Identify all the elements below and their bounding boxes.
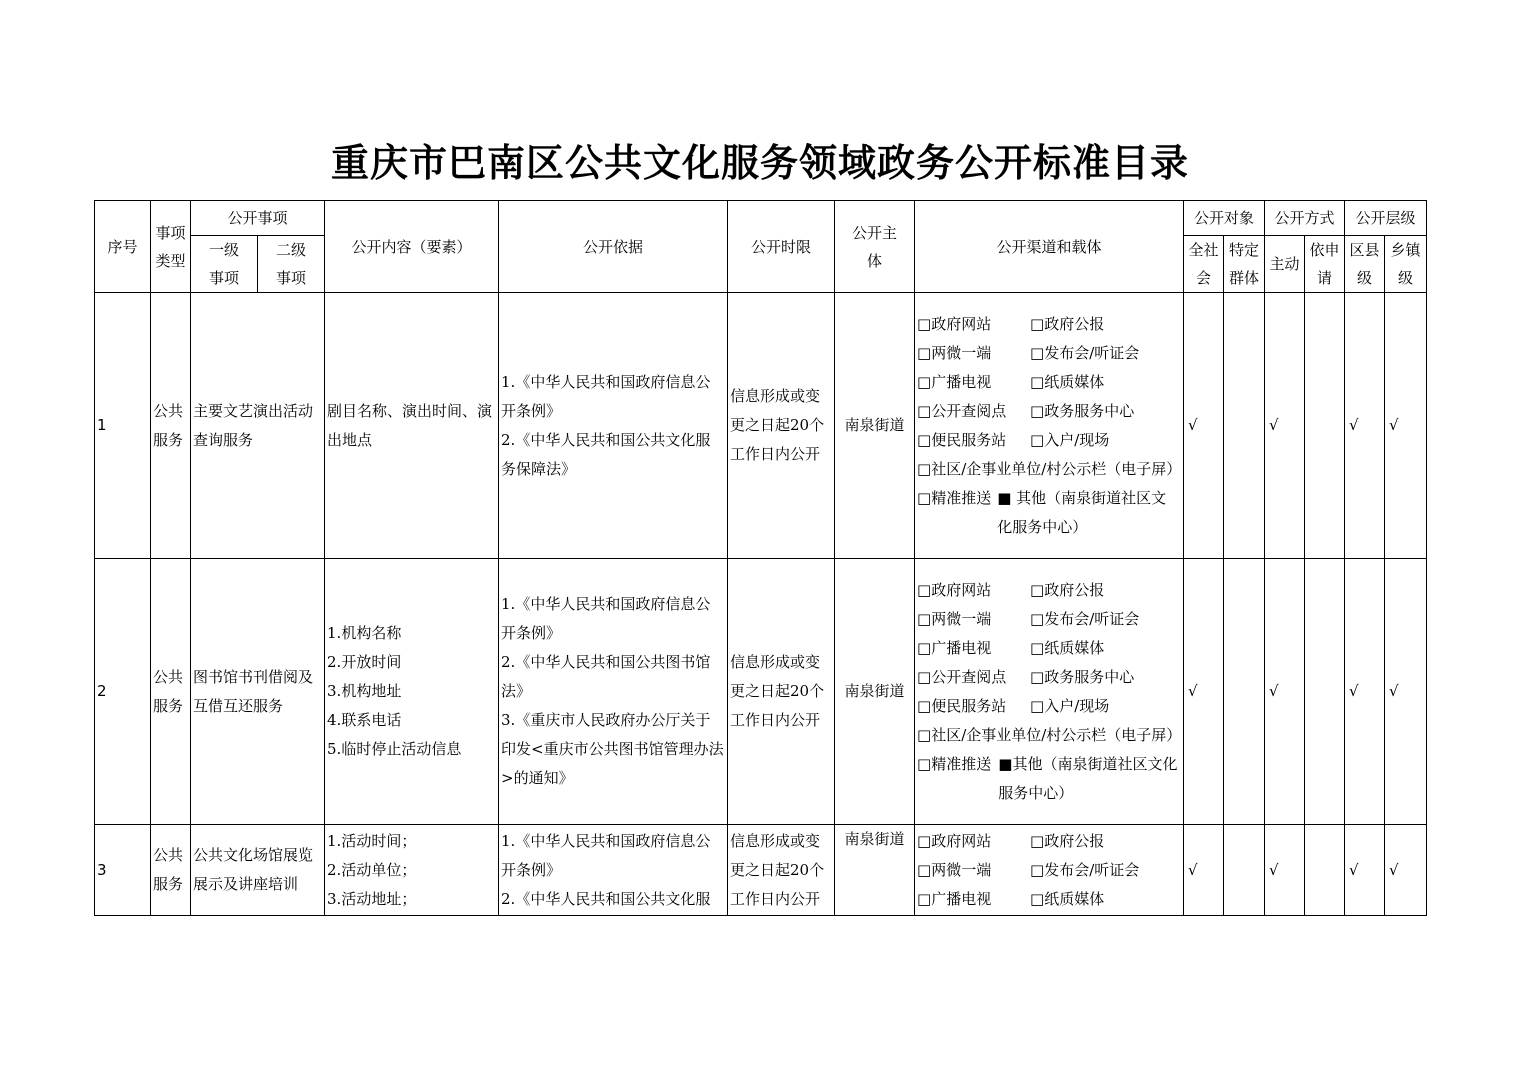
cell-seq: 3 [95,825,151,916]
header-time-limit: 公开时限 [728,201,835,293]
basis-item: 1.《中华人民共和国政府信息公开条例》 [501,372,711,420]
channel-option: □广播电视 [917,372,992,391]
channel-option: □政务服务中心 [1030,401,1135,420]
header-public-items: 公开事项 [191,201,325,236]
channel-option: □广播电视 [917,638,992,657]
channel-line [917,885,1181,914]
channel-option: □发布会/听证会 [1030,609,1140,628]
cell-subject: 南泉街道 [835,825,915,916]
channel-line [917,827,1181,856]
channel-option: □入户/现场 [1030,430,1110,449]
channel-option: □纸质媒体 [1030,889,1105,908]
channel-option: □政府网站 [917,314,992,333]
cell-county-mark: √ [1345,293,1385,559]
channel-line [917,721,1181,750]
content-item: 3.机构地址 [327,682,402,700]
header-method-active: 主动 [1265,236,1305,293]
header-content: 公开内容（要素） [325,201,499,293]
page-title: 重庆市巴南区公共文化服务领域政务公开标准目录 [330,140,1189,185]
channel-option: □政府网站 [917,831,992,850]
channel-line [917,310,1181,339]
content-item: 4.联系电话 [327,711,402,729]
cell-time-limit: 信息形成或变更之日起20个工作日内公开 [728,293,835,559]
catalog-table [94,200,1427,916]
channel-option: □公开查阅点 [917,401,1007,420]
content-list [327,619,496,764]
content-item: 5.临时停止活动信息 [327,740,462,758]
cell-channels [915,825,1184,916]
header-basis: 公开依据 [499,201,728,293]
cell-all-society-mark: √ [1184,825,1224,916]
basis-list [501,590,725,793]
header-level-town: 乡镇级 [1385,236,1427,293]
channel-line [917,397,1181,426]
channel-option: □政府公报 [1030,314,1105,333]
cell-on-request-mark [1305,559,1345,825]
table-row [95,825,1427,916]
cell-basis [499,559,728,825]
cell-basis [499,293,728,559]
content-list [327,397,496,455]
cell-active-mark: √ [1265,559,1305,825]
basis-item: 1.《中华人民共和国政府信息公开条例》 [501,595,711,642]
header-level-county: 区县级 [1345,236,1385,293]
basis-item: 2.《中华人民共和国公共文化服 [501,889,711,908]
channel-option: □纸质媒体 [1030,638,1105,657]
header-row-1 [95,201,1427,236]
cell-content [325,293,499,559]
table-row [95,559,1427,825]
cell-town-mark: √ [1385,293,1427,559]
header-level: 公开层级 [1345,201,1427,236]
cell-level1: 主要文艺演出活动查询服务 [191,293,325,559]
header-method: 公开方式 [1265,201,1345,236]
header-item-type: 事项类型 [151,201,191,293]
channel-line [917,856,1181,885]
cell-subject: 南泉街道 [835,293,915,559]
cell-seq: 1 [95,293,151,559]
header-level2: 二级事项 [258,236,325,293]
cell-time-limit: 信息形成或变更之日起20个工作日内公开 [728,825,835,916]
cell-content [325,559,499,825]
channel-option: □广播电视 [917,889,992,908]
content-item: 2.开放时间 [327,653,402,671]
cell-all-society-mark: √ [1184,559,1224,825]
cell-type: 公共服务 [151,825,191,916]
header-method-request: 依申请 [1305,236,1345,293]
channel-option: □公开查阅点 [917,667,1007,686]
cell-channels [915,293,1184,559]
header-channels: 公开渠道和载体 [915,201,1184,293]
channel-option: □便民服务站 [917,696,1007,715]
header-audience-specific: 特定群体 [1224,236,1265,293]
channel-line [917,605,1181,634]
channel-option: □精准推送 [917,754,992,773]
basis-item: 2.《中华人民共和国公共文化服务保障法》 [501,430,711,478]
content-item: 剧目名称、演出时间、演出地点 [327,401,493,449]
channel-option: □两微一端 [917,860,992,879]
channel-option: □政府公报 [1030,580,1105,599]
channel-line [917,750,1181,808]
cell-on-request-mark [1305,293,1345,559]
content-item: 2.活动单位； [327,860,417,879]
channel-option: ■其他（南泉街道社区文化服务中心） [998,754,1178,802]
channel-line [917,455,1181,484]
cell-active-mark: √ [1265,293,1305,559]
channel-line [917,339,1181,368]
channel-line [917,576,1181,605]
cell-specific-group-mark [1224,559,1265,825]
channel-option: □两微一端 [917,609,992,628]
basis-item: 2.《中华人民共和国公共图书馆法》 [501,653,711,700]
content-item: 1.活动时间； [327,831,417,850]
content-item: 1.机构名称 [327,624,402,642]
channel-option: □政府公报 [1030,831,1105,850]
basis-item: 1.《中华人民共和国政府信息公开条例》 [501,831,711,879]
table-row [95,293,1427,559]
channel-option: □精准推送 [917,488,992,507]
cell-specific-group-mark [1224,293,1265,559]
header-level1: 一级事项 [191,236,258,293]
channel-option: ■ 其他（南泉街道社区文化服务中心） [997,488,1167,536]
channel-option: □入户/现场 [1030,696,1110,715]
cell-time-limit: 信息形成或变更之日起20个工作日内公开 [728,559,835,825]
header-audience-all: 全社会 [1184,236,1224,293]
channel-option: □发布会/听证会 [1030,860,1140,879]
content-item: 3.活动地址； [327,889,417,908]
cell-type: 公共服务 [151,559,191,825]
cell-channels [915,559,1184,825]
header-seq: 序号 [95,201,151,293]
cell-county-mark: √ [1345,825,1385,916]
content-list [327,827,496,914]
channel-line [917,368,1181,397]
channel-line [917,634,1181,663]
cell-county-mark: √ [1345,559,1385,825]
channel-option: □纸质媒体 [1030,372,1105,391]
cell-all-society-mark: √ [1184,293,1224,559]
channel-line [917,484,1181,542]
channel-line [917,692,1181,721]
cell-town-mark: √ [1385,559,1427,825]
header-subject: 公开主体 [835,201,915,293]
cell-level1: 图书馆书刊借阅及互借互还服务 [191,559,325,825]
channel-option: □社区/企事业单位/村公示栏（电子屏） [917,459,1182,478]
channel-line [917,426,1181,455]
channel-option: □政府网站 [917,580,992,599]
cell-subject: 南泉街道 [835,559,915,825]
channel-option: □发布会/听证会 [1030,343,1140,362]
header-audience: 公开对象 [1184,201,1265,236]
channel-option: □便民服务站 [917,430,1007,449]
channel-line [917,663,1181,692]
channel-option: □社区/企事业单位/村公示栏（电子屏） [917,725,1182,744]
basis-list [501,368,725,484]
cell-town-mark: √ [1385,825,1427,916]
basis-item: 3.《重庆市人民政府办公厅关于印发<重庆市公共图书馆管理办法>的通知》 [501,711,724,787]
channel-option: □政务服务中心 [1030,667,1135,686]
cell-specific-group-mark [1224,825,1265,916]
cell-content [325,825,499,916]
cell-seq: 2 [95,559,151,825]
cell-type: 公共服务 [151,293,191,559]
basis-list [501,827,725,914]
channel-option: □两微一端 [917,343,992,362]
cell-active-mark: √ [1265,825,1305,916]
cell-basis [499,825,728,916]
cell-on-request-mark [1305,825,1345,916]
cell-level1: 公共文化场馆展览展示及讲座培训 [191,825,325,916]
